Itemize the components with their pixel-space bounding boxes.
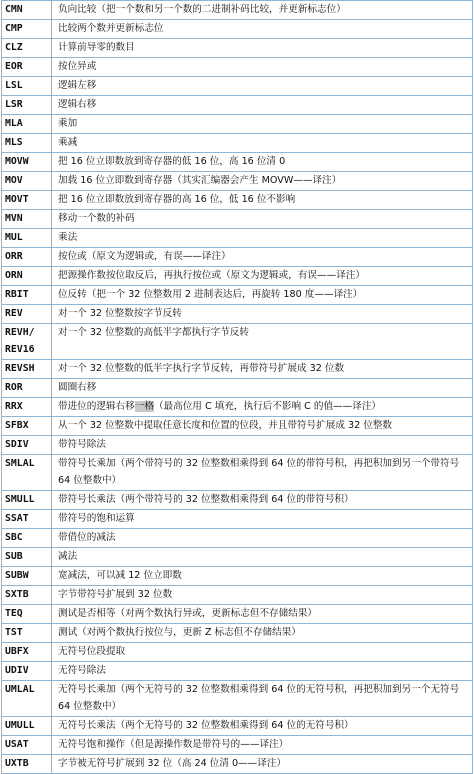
description-cell: 无符号长乘加（两个无符号的 32 位整数相乘得到 64 位的无符号积，再把积加到另一个无符号 64 位整数中） (58, 684, 460, 712)
opcode-cell: MVN (2, 210, 52, 228)
opcode-cell: SXTB (2, 586, 52, 604)
description-cell: 乘加 (58, 118, 78, 129)
table-row (1, 305, 473, 324)
table-row (1, 360, 473, 379)
table-row (1, 248, 473, 267)
table-row (1, 134, 473, 153)
description-cell (52, 398, 472, 416)
description-cell: 带符号长乘法（两个带符号的 32 位整数相乘得到 64 位的带符号积） (58, 494, 354, 505)
opcode-cell: MLA (2, 115, 52, 133)
description-cell: 从一个 32 位整数中提取任意长度和位置的位段，并且带符号扩展成 32 位整数 (58, 420, 393, 431)
table-row (1, 210, 473, 229)
description-cell: 无符号饱和操作（但是源操作数是带符号的——译注） (58, 739, 289, 750)
table-row (1, 115, 473, 134)
opcode-cell: SUBW (2, 567, 52, 585)
table-row (1, 529, 473, 548)
table-row (1, 510, 473, 529)
table-row (1, 96, 473, 115)
description-cell: 乘法 (58, 232, 78, 243)
opcode-cell: REV (2, 305, 52, 323)
description-text: （最高位用 C 填充，执行后不影响 C 的值——译注） (153, 401, 382, 412)
opcode-cell: CMP (2, 20, 52, 38)
opcode-cell: ROR (2, 379, 52, 397)
opcode-cell: RBIT (2, 286, 52, 304)
opcode-cell: SMULL (2, 491, 52, 509)
table-row (1, 39, 473, 58)
table-row (1, 286, 473, 305)
highlighted-text: 一格 (134, 401, 154, 412)
opcode-cell: UMULL (2, 717, 52, 735)
description-cell: 对一个 32 位整数的高低半字都执行字节反转 (58, 327, 249, 338)
opcode-cell: ORR (2, 248, 52, 266)
table-row (1, 455, 473, 491)
description-cell: 带符号除法 (58, 439, 106, 450)
table-row (1, 417, 473, 436)
opcode-cell: MUL (2, 229, 52, 247)
opcode-cell: MOVT (2, 191, 52, 209)
table-row (1, 717, 473, 736)
description-cell: 带符号长乘加（两个带符号的 32 位整数相乘得到 64 位的带符号积，再把积加到另一个带符号 64 位整数中） (58, 458, 460, 486)
description-text: 带进位的逻辑右移 (58, 401, 135, 412)
description-cell: 把 16 位立即数放到寄存器的高 16 位，低 16 位不影响 (58, 194, 296, 205)
opcode-cell: UXTB (2, 755, 52, 773)
opcode-cell: RRX (2, 398, 52, 416)
table-row (1, 491, 473, 510)
description-cell: 比较两个数并更新标志位 (58, 23, 164, 34)
table-row (1, 605, 473, 624)
description-cell: 逻辑右移 (58, 99, 97, 110)
instruction-table (1, 0, 473, 774)
table-row (1, 77, 473, 96)
opcode-cell: REVH/ REV16 (2, 324, 52, 359)
table-row (1, 153, 473, 172)
description-cell: 移动一个数的补码 (58, 213, 135, 224)
opcode-cell: CMN (2, 1, 52, 19)
description-cell: 无符号长乘法（两个无符号的 32 位整数相乘得到 64 位的无符号积） (58, 720, 354, 731)
opcode-cell: TST (2, 624, 52, 642)
description-cell: 按位异或 (58, 61, 97, 72)
table-row (1, 643, 473, 662)
description-cell: 逻辑左移 (58, 80, 97, 91)
opcode-cell: LSL (2, 77, 52, 95)
opcode-cell: CLZ (2, 39, 52, 57)
opcode-cell: SMLAL (2, 455, 52, 490)
opcode-cell: MLS (2, 134, 52, 152)
table-row (1, 58, 473, 77)
description-cell: 测试是否相等（对两个数执行异或，更新标志但不存储结果） (58, 608, 318, 619)
table-row (1, 398, 473, 417)
opcode-cell: REVSH (2, 360, 52, 378)
table-row (1, 586, 473, 605)
table-row (1, 548, 473, 567)
description-cell: 位反转（把一个 32 位整数用 2 进制表达后，再旋转 180 度——译注） (58, 289, 363, 300)
table-row (1, 172, 473, 191)
opcode-cell: SFBX (2, 417, 52, 435)
description-cell: 按位或（原文为逻辑或，有误——译注） (58, 251, 231, 262)
description-cell: 圆圈右移 (58, 382, 97, 393)
opcode-cell: SDIV (2, 436, 52, 454)
description-cell: 宽减法，可以减 12 位立即数 (58, 570, 182, 581)
table-row (1, 662, 473, 681)
description-cell: 减法 (58, 551, 78, 562)
description-cell: 对一个 32 位整数的低半字执行字节反转，再带符号扩展成 32 位数 (58, 363, 345, 374)
table-row (1, 379, 473, 398)
opcode-cell: ORN (2, 267, 52, 285)
table-row (1, 229, 473, 248)
description-cell: 带符号的饱和运算 (58, 513, 135, 524)
opcode-cell: UBFX (2, 643, 52, 661)
table-row (1, 324, 473, 360)
description-cell: 无符号除法 (58, 665, 106, 676)
table-row (1, 755, 473, 774)
description-cell: 计算前导零的数目 (58, 42, 135, 53)
opcode-cell: EOR (2, 58, 52, 76)
description-cell: 测试（对两个数执行按位与，更新 Z 标志但不存储结果） (58, 627, 301, 638)
table-row (1, 567, 473, 586)
table-row (1, 1, 473, 20)
table-row (1, 267, 473, 286)
table-row (1, 20, 473, 39)
opcode-cell: USAT (2, 736, 52, 754)
opcode-cell: SBC (2, 529, 52, 547)
table-row (1, 436, 473, 455)
description-cell: 乘减 (58, 137, 78, 148)
opcode-cell: MOVW (2, 153, 52, 171)
description-cell: 字节被无符号扩展到 32 位（高 24 位清 0——译注） (58, 758, 287, 769)
opcode-cell: UDIV (2, 662, 52, 680)
description-cell: 字节带符号扩展到 32 位数 (58, 589, 173, 600)
description-cell: 加载 16 位立即数到寄存器（其实汇编器会产生 MOVW——译注） (58, 175, 342, 186)
table-row (1, 191, 473, 210)
table-row (1, 624, 473, 643)
opcode-cell: SUB (2, 548, 52, 566)
table-row (1, 681, 473, 717)
opcode-cell: SSAT (2, 510, 52, 528)
opcode-cell: LSR (2, 96, 52, 114)
table-row (1, 736, 473, 755)
description-cell: 带借位的减法 (58, 532, 116, 543)
opcode-cell: TEQ (2, 605, 52, 623)
description-cell: 负向比较（把一个数和另一个数的二进制补码比较，并更新标志位） (58, 4, 346, 15)
description-cell: 无符号位段提取 (58, 646, 126, 657)
opcode-cell: MOV (2, 172, 52, 190)
description-cell: 把源操作数按位取反后，再执行按位或（原文为逻辑或，有误——译注） (58, 270, 365, 281)
description-cell: 把 16 位立即数放到寄存器的低 16 位，高 16 位清 0 (58, 156, 286, 167)
opcode-cell: UMLAL (2, 681, 52, 716)
description-cell: 对一个 32 位整数按字节反转 (58, 308, 182, 319)
